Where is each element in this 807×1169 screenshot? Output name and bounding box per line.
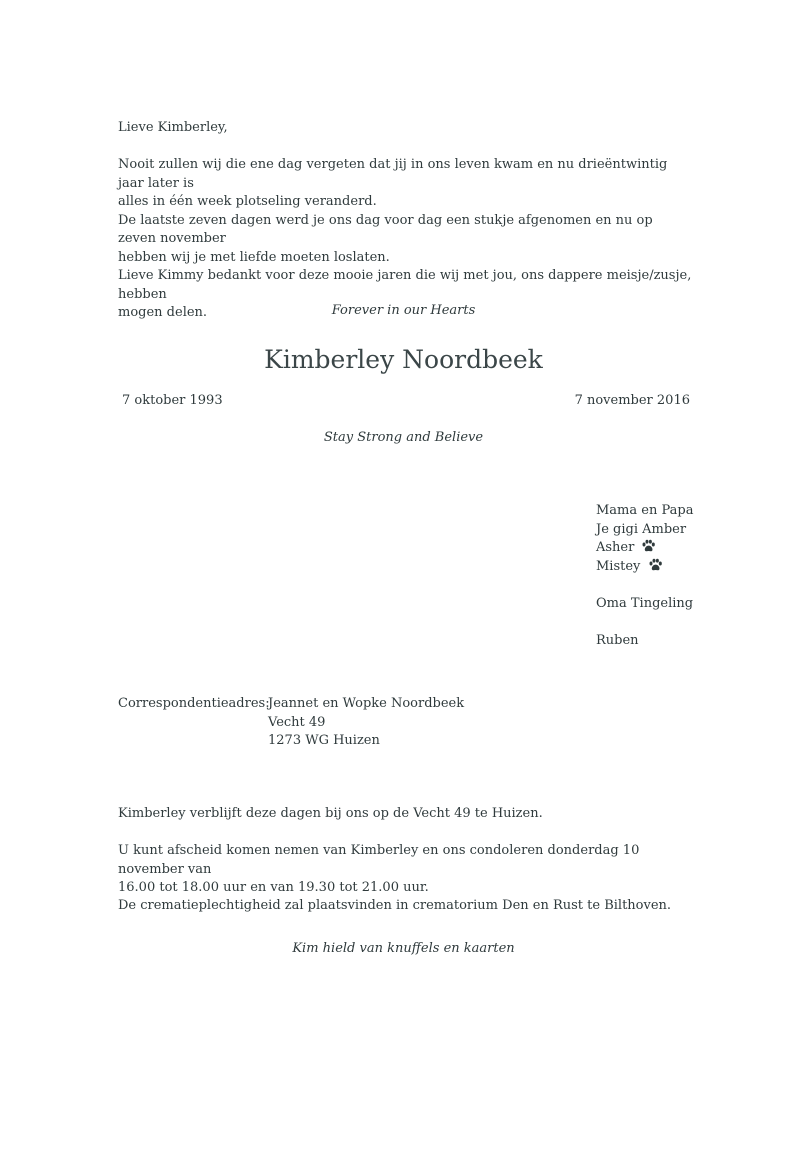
address-street: Vecht 49	[268, 714, 326, 730]
info-stay	[118, 805, 693, 824]
family-member: Je gigi Amber	[596, 521, 687, 537]
motto-top: Forever in our Hearts	[331, 303, 476, 318]
death-date: 7 november 2016	[574, 393, 690, 408]
info-cremation	[118, 897, 693, 916]
paw-print-icon	[648, 558, 663, 572]
motto-middle: Stay Strong and Believe	[323, 430, 484, 445]
family-member-with-paw	[596, 539, 776, 558]
family-member: Ruben	[596, 632, 639, 648]
family-member: Oma Tingeling	[596, 595, 694, 611]
condolence-line: 16.00 tot 18.00 uur en van 19.30 tot 21.00 uur.	[118, 880, 429, 895]
family-member: Mama en Papa	[596, 503, 694, 518]
letter-line: hebben wij je met liefde moeten loslaten.	[118, 249, 390, 265]
salutation-text: Lieve Kimberley,	[118, 120, 228, 135]
letter-line: Lieve Kimmy bedankt voor deze mooie jaren die wij met jou, ons dappere meisje/zusje, hebben	[118, 268, 692, 302]
paw-print-icon	[641, 539, 656, 553]
letter-line: mogen delen.	[118, 305, 208, 320]
letter-line: alles in één week plotseling veranderd.	[118, 194, 377, 209]
correspondence-address	[268, 695, 464, 751]
correspondence-label: Correspondentieadres:	[118, 696, 270, 711]
family-member-name: Asher	[596, 540, 635, 555]
closing-text: Kim hield van knuffels en kaarten	[292, 941, 515, 956]
address-names: Jeannet en Wopke Noordbeek	[268, 696, 465, 711]
letter-body	[118, 156, 693, 323]
cremation-text: De crematieplechtigheid zal plaatsvinden in crematorium Den en Rust te Bilthoven.	[118, 898, 672, 913]
letter-salutation	[118, 119, 693, 138]
letter-line: De laatste zeven dagen werd je ons dag voor dag een stukje afgenomen en nu op zeven november	[118, 212, 653, 246]
family-member-with-paw	[596, 558, 776, 577]
stay-text: Kimberley verblijft deze dagen bij ons op de Vecht 49 te Huizen.	[118, 806, 543, 821]
address-city: 1273 WG Huizen	[268, 733, 380, 748]
family-member-name: Mistey	[596, 558, 641, 574]
family-list	[596, 502, 776, 650]
info-condolence	[118, 842, 693, 898]
letter-line: Nooit zullen wij die ene dag vergeten dat jij in ons leven kwam en nu drieëntwintig jaar later is	[118, 157, 668, 191]
deceased-name: Kimberley Noordbeek	[264, 345, 543, 374]
birth-date: 7 oktober 1993	[122, 393, 223, 408]
condolence-line: U kunt afscheid komen nemen van Kimberley en ons condoleren donderdag 10 november van	[118, 843, 640, 877]
